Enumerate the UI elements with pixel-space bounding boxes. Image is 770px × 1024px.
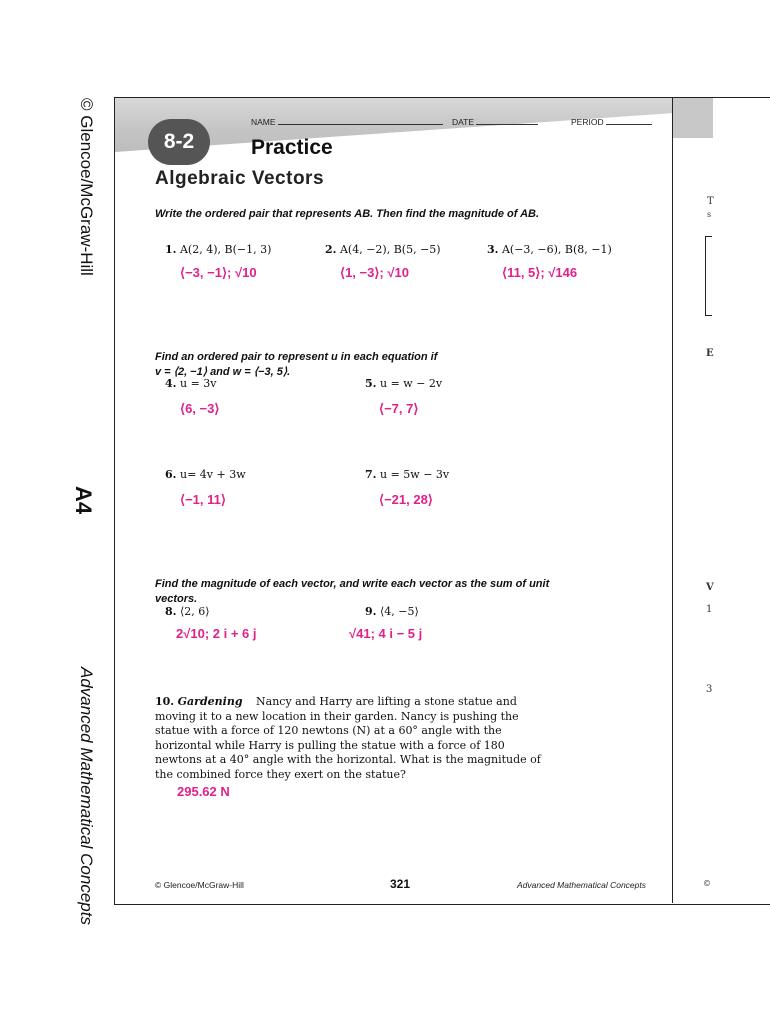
exercise-number: 4. <box>165 377 177 390</box>
next-page-banner <box>673 98 713 138</box>
exercise-number: 7. <box>365 468 377 481</box>
answer-9: √41; 4 i − 5 j <box>349 626 423 641</box>
answer-8: 2√10; 2 i + 6 j <box>176 626 257 641</box>
answer-10: 295.62 N <box>177 783 230 799</box>
next-page-fragment: 3 <box>706 684 713 695</box>
exercise-4 <box>165 377 217 390</box>
next-page-fragment: T <box>707 196 714 207</box>
exercise-number: 2. <box>325 243 337 256</box>
next-page-fragment: V <box>706 582 714 593</box>
side-book-title: Advanced Mathematical Concepts <box>77 667 96 925</box>
exercise-prompt: u= 4v + 3w <box>179 468 246 481</box>
next-page-fragment: E <box>706 348 714 359</box>
answer-5: ⟨−7, 7⟩ <box>379 401 419 416</box>
date-label: DATE <box>452 117 475 127</box>
exercise-prompt: ⟨4, −5⟩ <box>379 605 419 618</box>
date-line <box>476 115 538 125</box>
name-line <box>278 115 443 125</box>
date-field <box>452 115 538 127</box>
answer-3: ⟨11, 5⟩; √146 <box>502 265 578 280</box>
exercise-9 <box>365 605 419 618</box>
page-type-title: Practice <box>251 136 333 159</box>
side-page-code: A4 <box>71 486 96 515</box>
next-page-fragment: s <box>707 210 712 219</box>
exercise-1 <box>165 243 271 256</box>
footer-book-title: Advanced Mathematical Concepts <box>517 880 646 890</box>
lesson-title: Algebraic Vectors <box>155 168 325 189</box>
exercise-number: 3. <box>487 243 499 256</box>
exercise-prompt: A(2, 4), B(−1, 3) <box>179 243 272 256</box>
footer-copyright: © Glencoe/McGraw-Hill <box>155 880 244 890</box>
problem-topic: Gardening <box>177 695 243 708</box>
period-label: PERIOD <box>571 117 604 127</box>
exercise-number: 5. <box>365 377 377 390</box>
next-page-fragment: 1 <box>706 604 713 615</box>
exercise-prompt: u = 3v <box>179 377 217 390</box>
footer-page-number: 321 <box>390 877 411 891</box>
exercise-3 <box>487 243 612 256</box>
exercise-number: 1. <box>165 243 177 256</box>
exercise-6 <box>165 468 246 481</box>
exercise-number: 8. <box>165 605 177 618</box>
next-page-box <box>705 236 712 316</box>
next-page-fragment: © <box>703 879 711 888</box>
section2-instructions-line2: v = ⟨2, −1⟩ and w = ⟨−3, 5⟩. <box>155 366 291 378</box>
problem-number: 10. <box>155 695 175 708</box>
section3-instructions: Find the magnitude of each vector, and write each vector as the sum of unit vectors. <box>155 578 550 605</box>
name-field <box>251 115 443 127</box>
section1-instructions: Write the ordered pair that represents AB. Then find the magnitude of AB. <box>155 208 540 220</box>
answer-7: ⟨−21, 28⟩ <box>379 492 433 507</box>
page-divider <box>672 97 673 903</box>
section2-instructions-line1: Find an ordered pair to represent u in each equation if <box>155 351 438 363</box>
name-label: NAME <box>251 117 276 127</box>
word-problem <box>155 695 555 799</box>
section2-instructions <box>155 350 555 380</box>
answer-4: ⟨6, −3⟩ <box>180 401 220 416</box>
answer-6: ⟨−1, 11⟩ <box>180 492 226 507</box>
answer-2: ⟨1, −3⟩; √10 <box>340 265 409 280</box>
exercise-2 <box>325 243 441 256</box>
problem-text: Nancy and Harry are lifting a stone statue and moving it to a new location in their garden. Nancy is pushing the statue with a force of 120 newtons (N) at a 60° angle with the horizontal while Harry is pulling the statue with a force of 180 newtons at a 40° angle with the horizontal. What is the magnitude of the combined force they exert on the statue? <box>155 695 541 781</box>
exercise-prompt: ⟨2, 6⟩ <box>179 605 210 618</box>
exercise-number: 6. <box>165 468 177 481</box>
exercise-5 <box>365 377 442 390</box>
exercise-prompt: u = w − 2v <box>379 377 443 390</box>
exercise-prompt: u = 5w − 3v <box>379 468 450 481</box>
period-line <box>606 115 652 125</box>
answer-1: ⟨−3, −1⟩; √10 <box>180 265 257 280</box>
exercise-number: 9. <box>365 605 377 618</box>
exercise-prompt: A(−3, −6), B(8, −1) <box>501 243 612 256</box>
side-copyright: © Glencoe/McGraw-Hill <box>77 98 96 276</box>
exercise-7 <box>365 468 449 481</box>
exercise-8 <box>165 605 210 618</box>
lesson-badge: 8-2 <box>148 119 210 165</box>
period-field <box>571 115 652 127</box>
exercise-prompt: A(4, −2), B(5, −5) <box>339 243 441 256</box>
